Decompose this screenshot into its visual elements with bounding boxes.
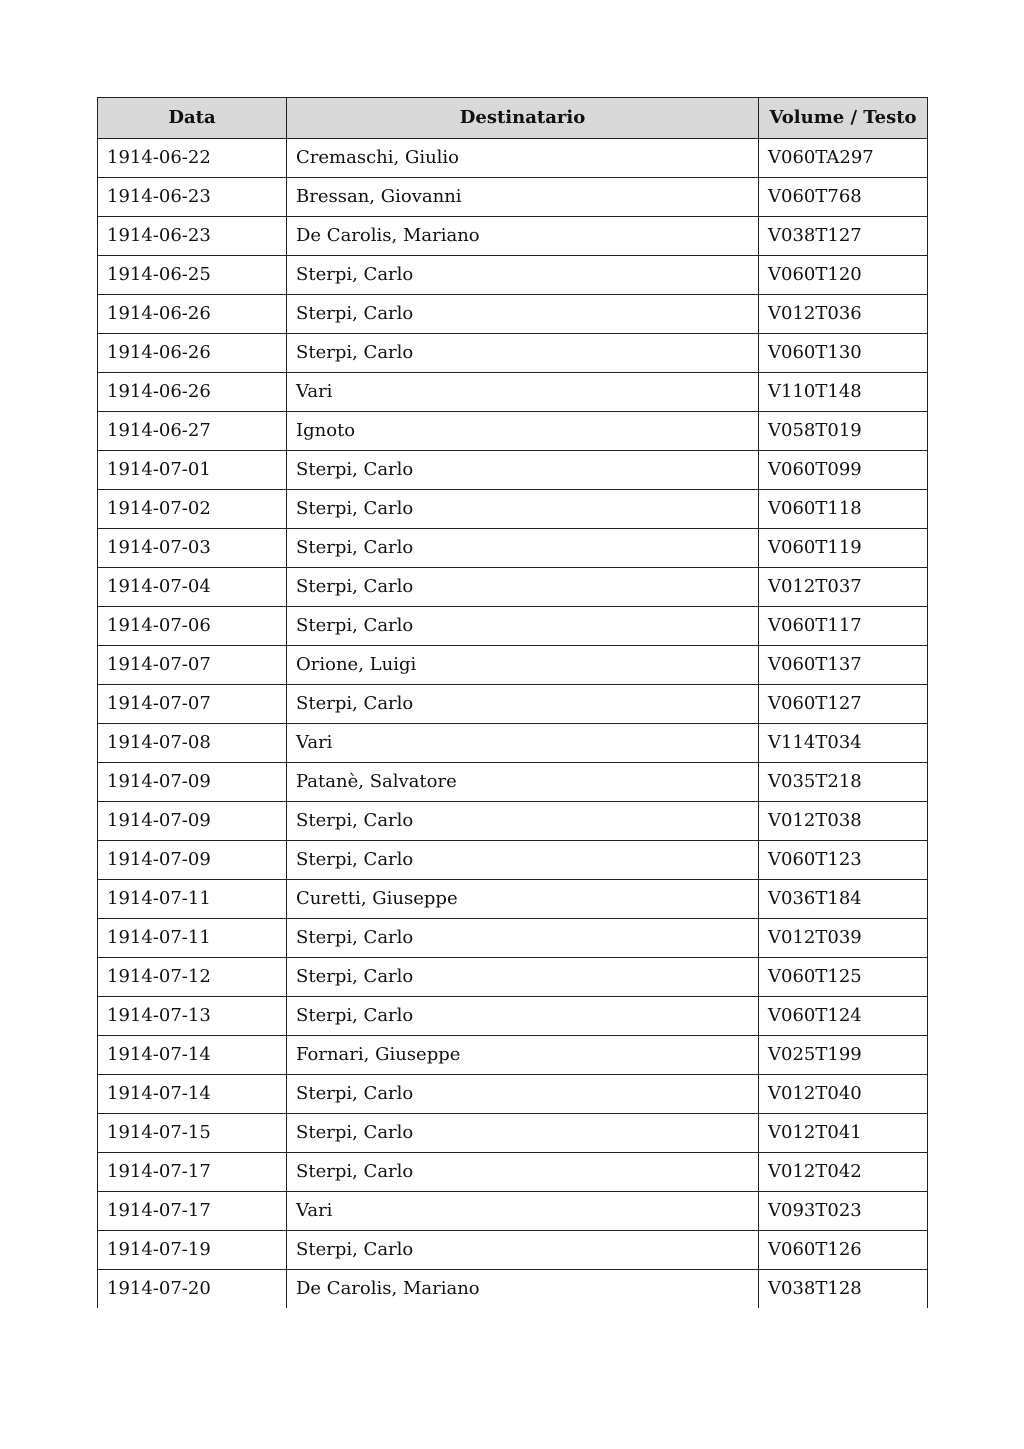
cell-date: 1914-07-15 xyxy=(98,1114,287,1153)
table-row xyxy=(98,841,928,880)
cell-recipient: Sterpi, Carlo xyxy=(287,1153,759,1192)
table-row xyxy=(98,997,928,1036)
letters-table xyxy=(97,97,928,1308)
cell-date: 1914-07-14 xyxy=(98,1036,287,1075)
cell-volume-text: V060T119 xyxy=(759,529,928,568)
cell-volume-text: V060T099 xyxy=(759,451,928,490)
cell-recipient: Ignoto xyxy=(287,412,759,451)
table-row xyxy=(98,763,928,802)
cell-date: 1914-06-26 xyxy=(98,334,287,373)
cell-date: 1914-06-26 xyxy=(98,295,287,334)
cell-date: 1914-07-08 xyxy=(98,724,287,763)
cell-volume-text: V060T125 xyxy=(759,958,928,997)
cell-volume-text: V060TA297 xyxy=(759,139,928,178)
cell-volume-text: V060T130 xyxy=(759,334,928,373)
cell-volume-text: V060T768 xyxy=(759,178,928,217)
table-row xyxy=(98,217,928,256)
cell-volume-text: V012T042 xyxy=(759,1153,928,1192)
cell-recipient: Sterpi, Carlo xyxy=(287,295,759,334)
cell-date: 1914-06-23 xyxy=(98,217,287,256)
cell-recipient: Sterpi, Carlo xyxy=(287,451,759,490)
cell-date: 1914-07-01 xyxy=(98,451,287,490)
cell-recipient: Patanè, Salvatore xyxy=(287,763,759,802)
cell-date: 1914-07-20 xyxy=(98,1270,287,1309)
cell-recipient: Vari xyxy=(287,373,759,412)
table-row xyxy=(98,880,928,919)
cell-recipient: Sterpi, Carlo xyxy=(287,919,759,958)
table-row xyxy=(98,256,928,295)
cell-recipient: Cremaschi, Giulio xyxy=(287,139,759,178)
table-row xyxy=(98,490,928,529)
cell-recipient: Sterpi, Carlo xyxy=(287,607,759,646)
cell-date: 1914-06-23 xyxy=(98,178,287,217)
cell-recipient: Sterpi, Carlo xyxy=(287,334,759,373)
cell-date: 1914-06-26 xyxy=(98,373,287,412)
cell-recipient: Sterpi, Carlo xyxy=(287,1075,759,1114)
table-row xyxy=(98,1036,928,1075)
cell-recipient: Sterpi, Carlo xyxy=(287,802,759,841)
cell-date: 1914-06-25 xyxy=(98,256,287,295)
table-body xyxy=(98,139,928,1309)
cell-volume-text: V060T126 xyxy=(759,1231,928,1270)
cell-volume-text: V110T148 xyxy=(759,373,928,412)
table-row xyxy=(98,1192,928,1231)
cell-recipient: Sterpi, Carlo xyxy=(287,1231,759,1270)
cell-recipient: Sterpi, Carlo xyxy=(287,685,759,724)
table-row xyxy=(98,1153,928,1192)
cell-recipient: Orione, Luigi xyxy=(287,646,759,685)
table-row xyxy=(98,139,928,178)
header-recipient: Destinatario xyxy=(287,98,759,139)
cell-volume-text: V012T041 xyxy=(759,1114,928,1153)
table-row xyxy=(98,1231,928,1270)
cell-date: 1914-07-11 xyxy=(98,880,287,919)
cell-volume-text: V012T040 xyxy=(759,1075,928,1114)
cell-date: 1914-07-06 xyxy=(98,607,287,646)
cell-volume-text: V012T036 xyxy=(759,295,928,334)
cell-date: 1914-07-09 xyxy=(98,763,287,802)
cell-date: 1914-07-04 xyxy=(98,568,287,607)
table-row xyxy=(98,373,928,412)
cell-recipient: Vari xyxy=(287,1192,759,1231)
cell-volume-text: V060T123 xyxy=(759,841,928,880)
cell-date: 1914-07-09 xyxy=(98,841,287,880)
cell-date: 1914-07-13 xyxy=(98,997,287,1036)
table-row xyxy=(98,1114,928,1153)
cell-volume-text: V012T039 xyxy=(759,919,928,958)
cell-volume-text: V060T127 xyxy=(759,685,928,724)
table-row xyxy=(98,724,928,763)
cell-date: 1914-07-19 xyxy=(98,1231,287,1270)
cell-recipient: Curetti, Giuseppe xyxy=(287,880,759,919)
cell-recipient: Sterpi, Carlo xyxy=(287,1114,759,1153)
header-date: Data xyxy=(98,98,287,139)
cell-recipient: Bressan, Giovanni xyxy=(287,178,759,217)
cell-recipient: Sterpi, Carlo xyxy=(287,529,759,568)
cell-volume-text: V060T120 xyxy=(759,256,928,295)
cell-recipient: Fornari, Giuseppe xyxy=(287,1036,759,1075)
cell-volume-text: V036T184 xyxy=(759,880,928,919)
cell-volume-text: V060T124 xyxy=(759,997,928,1036)
table-row xyxy=(98,178,928,217)
cell-recipient: Sterpi, Carlo xyxy=(287,256,759,295)
table-row xyxy=(98,529,928,568)
cell-volume-text: V012T037 xyxy=(759,568,928,607)
table-row xyxy=(98,1075,928,1114)
table-row xyxy=(98,412,928,451)
cell-volume-text: V058T019 xyxy=(759,412,928,451)
table-header xyxy=(98,98,928,139)
cell-date: 1914-07-07 xyxy=(98,685,287,724)
cell-recipient: Sterpi, Carlo xyxy=(287,841,759,880)
cell-volume-text: V060T137 xyxy=(759,646,928,685)
table-row xyxy=(98,802,928,841)
cell-recipient: De Carolis, Mariano xyxy=(287,1270,759,1309)
cell-date: 1914-07-17 xyxy=(98,1192,287,1231)
cell-volume-text: V060T118 xyxy=(759,490,928,529)
cell-volume-text: V114T034 xyxy=(759,724,928,763)
cell-date: 1914-07-09 xyxy=(98,802,287,841)
table-row xyxy=(98,1270,928,1309)
cell-date: 1914-07-17 xyxy=(98,1153,287,1192)
table-row xyxy=(98,919,928,958)
table-row xyxy=(98,451,928,490)
cell-volume-text: V060T117 xyxy=(759,607,928,646)
cell-date: 1914-07-07 xyxy=(98,646,287,685)
cell-recipient: Sterpi, Carlo xyxy=(287,997,759,1036)
cell-recipient: De Carolis, Mariano xyxy=(287,217,759,256)
table-row xyxy=(98,607,928,646)
table-row xyxy=(98,646,928,685)
cell-date: 1914-07-11 xyxy=(98,919,287,958)
cell-recipient: Sterpi, Carlo xyxy=(287,490,759,529)
cell-recipient: Vari xyxy=(287,724,759,763)
cell-recipient: Sterpi, Carlo xyxy=(287,958,759,997)
cell-volume-text: V093T023 xyxy=(759,1192,928,1231)
table-row xyxy=(98,958,928,997)
cell-date: 1914-07-12 xyxy=(98,958,287,997)
table-row xyxy=(98,295,928,334)
cell-volume-text: V035T218 xyxy=(759,763,928,802)
cell-recipient: Sterpi, Carlo xyxy=(287,568,759,607)
cell-date: 1914-07-02 xyxy=(98,490,287,529)
cell-date: 1914-06-22 xyxy=(98,139,287,178)
table-row xyxy=(98,685,928,724)
header-volume-text: Volume / Testo xyxy=(759,98,928,139)
cell-volume-text: V038T127 xyxy=(759,217,928,256)
cell-volume-text: V038T128 xyxy=(759,1270,928,1309)
cell-volume-text: V012T038 xyxy=(759,802,928,841)
cell-date: 1914-07-14 xyxy=(98,1075,287,1114)
cell-date: 1914-06-27 xyxy=(98,412,287,451)
header-row xyxy=(98,98,928,139)
cell-date: 1914-07-03 xyxy=(98,529,287,568)
table-row xyxy=(98,568,928,607)
table-row xyxy=(98,334,928,373)
cell-volume-text: V025T199 xyxy=(759,1036,928,1075)
